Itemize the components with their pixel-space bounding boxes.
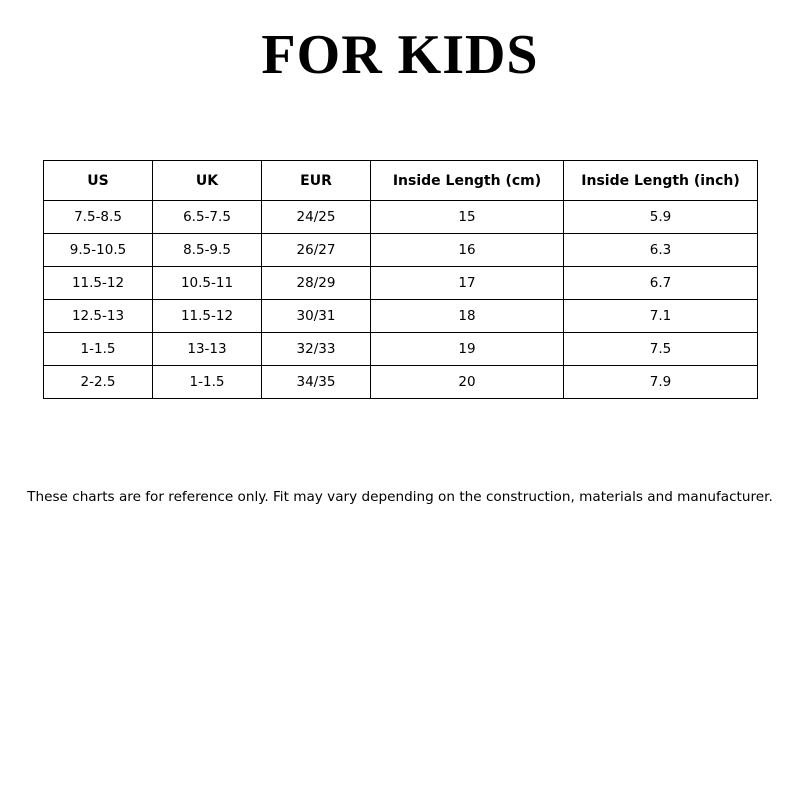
cell-us: 2-2.5 [44,366,153,399]
cell-length-inch: 7.9 [564,366,758,399]
cell-uk: 13-13 [153,333,262,366]
reference-disclaimer: These charts are for reference only. Fit may vary depending on the construction, materials and manufacturer. [27,489,773,505]
cell-length-cm: 19 [371,333,564,366]
cell-us: 12.5-13 [44,300,153,333]
header-uk: UK [153,161,262,201]
table-row [44,300,758,333]
table-header-row [44,161,758,201]
cell-length-inch: 7.5 [564,333,758,366]
header-eur: EUR [262,161,371,201]
header-inside-length-inch: Inside Length (inch) [564,161,758,201]
cell-us: 1-1.5 [44,333,153,366]
cell-uk: 1-1.5 [153,366,262,399]
header-us: US [44,161,153,201]
table-row [44,234,758,267]
cell-uk: 10.5-11 [153,267,262,300]
cell-length-cm: 16 [371,234,564,267]
table-row [44,267,758,300]
cell-uk: 6.5-7.5 [153,201,262,234]
cell-us: 9.5-10.5 [44,234,153,267]
header-inside-length-cm: Inside Length (cm) [371,161,564,201]
table-row [44,366,758,399]
cell-eur: 26/27 [262,234,371,267]
table-row [44,333,758,366]
cell-eur: 24/25 [262,201,371,234]
cell-us: 7.5-8.5 [44,201,153,234]
cell-eur: 32/33 [262,333,371,366]
cell-length-inch: 7.1 [564,300,758,333]
cell-length-inch: 6.7 [564,267,758,300]
cell-length-cm: 17 [371,267,564,300]
cell-uk: 8.5-9.5 [153,234,262,267]
page-title: FOR KIDS [261,24,539,86]
cell-length-cm: 20 [371,366,564,399]
cell-uk: 11.5-12 [153,300,262,333]
cell-length-inch: 5.9 [564,201,758,234]
cell-us: 11.5-12 [44,267,153,300]
table-row [44,201,758,234]
cell-length-inch: 6.3 [564,234,758,267]
cell-length-cm: 18 [371,300,564,333]
cell-length-cm: 15 [371,201,564,234]
cell-eur: 34/35 [262,366,371,399]
cell-eur: 30/31 [262,300,371,333]
size-chart-table [43,160,758,399]
cell-eur: 28/29 [262,267,371,300]
